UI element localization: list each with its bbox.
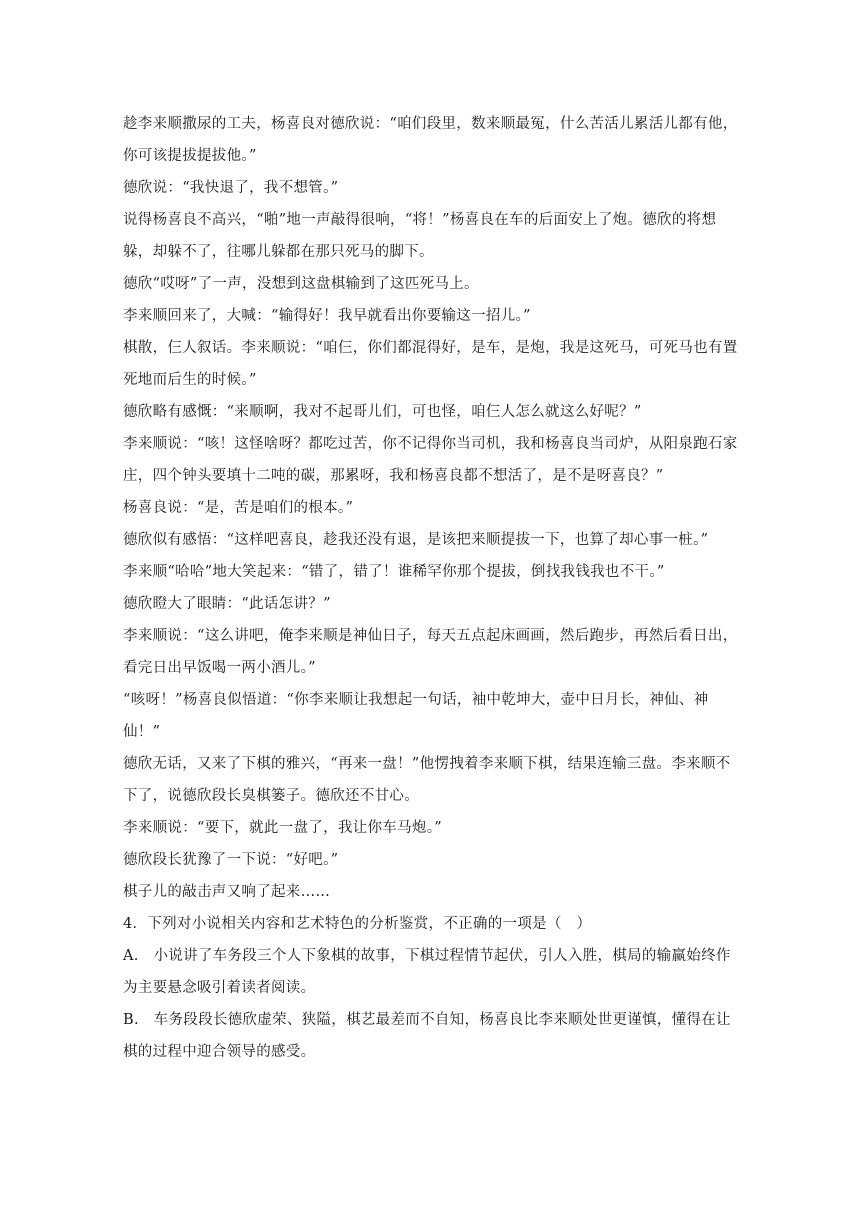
document-body [123, 108, 739, 1068]
paragraph: 李来顺说：“咳！这怪啥呀？都吃过苦，你不记得你当司机，我和杨喜良当司炉，从阳泉跑石家庄，四个钟头要填十二吨的碳，那累呀，我和杨喜良都不想活了，是不是呀喜良？” [123, 436, 738, 484]
paragraph: 李来顺“哈哈”地大笑起来：“错了，错了！谁稀罕你那个提拔，倒找我钱我也不干。” [123, 564, 665, 580]
paragraph: 德欣无话，又来了下棋的雅兴，“再来一盘！”他愣拽着李来顺下棋，结果连输三盘。李来顺不下了，说德欣段长臭棋篓子。德欣还不甘心。 [123, 756, 731, 804]
paragraph: 棋子儿的敲击声又响了起来…… [123, 884, 331, 900]
paragraph: 说得杨喜良不高兴，“啪”地一声敲得很响，“将！”杨喜良在车的后面安上了炮。德欣的将想躲，却躲不了，往哪儿躲都在那只死马的脚下。 [123, 212, 717, 260]
paragraph: 趁李来顺撒尿的工夫，杨喜良对德欣说：“咱们段里，数来顺最冤，什么苦活儿累活儿都有他，你可该提拔提拔他。” [123, 116, 738, 164]
paragraph: 德欣“哎呀”了一声，没想到这盘棋输到了这匹死马上。 [123, 276, 479, 292]
paragraph: 李来顺说：“要下，就此一盘了，我让你车马炮。” [123, 820, 442, 836]
paragraph: 德欣瞪大了眼睛：“此话怎讲？” [123, 596, 331, 612]
question-stem: 4．下列对小说相关内容和艺术特色的分析鉴赏，不正确的一项是（ ） [123, 916, 592, 932]
paragraph: 德欣说：“我快退了，我不想管。” [123, 180, 339, 196]
paragraph: 杨喜良说：“是，苦是咱们的根本。” [123, 500, 354, 516]
paragraph: 德欣似有感悟：“这样吧喜良，趁我还没有退，是该把来顺提拔一下，也算了却心事一桩。” [123, 532, 709, 548]
paragraph: 德欣略有感慨：“来顺啊，我对不起哥儿们，可也怪，咱仨人怎么就这么好呢？” [123, 404, 642, 420]
paragraph: 德欣段长犹豫了一下说：“好吧。” [123, 852, 339, 868]
question-option-b: B. 车务段段长德欣虚荣、狭隘，棋艺最差而不自知，杨喜良比李来顺处世更谨慎，懂得在让棋的过程中迎合领导的感受。 [123, 1012, 731, 1060]
paragraph: 棋散，仨人叙话。李来顺说：“咱仨，你们都混得好，是车，是炮，我是这死马，可死马也有置死地而后生的时候。” [123, 340, 738, 388]
paragraph: “咳呀！”杨喜良似悟道：“你李来顺让我想起一句话，袖中乾坤大，壶中日月长，神仙、神仙！” [123, 692, 709, 740]
paragraph: 李来顺回来了，大喊：“输得好！我早就看出你要输这一招儿。” [123, 308, 531, 324]
question-option-a: A. 小说讲了车务段三个人下象棋的故事，下棋过程情节起伏，引人入胜，棋局的输赢始终作为主要悬念吸引着读者阅读。 [123, 948, 731, 996]
paragraph: 李来顺说：“这么讲吧，俺李来顺是神仙日子，每天五点起床画画，然后跑步，再然后看日出，看完日出早饭喝一两小酒儿。” [123, 628, 738, 676]
